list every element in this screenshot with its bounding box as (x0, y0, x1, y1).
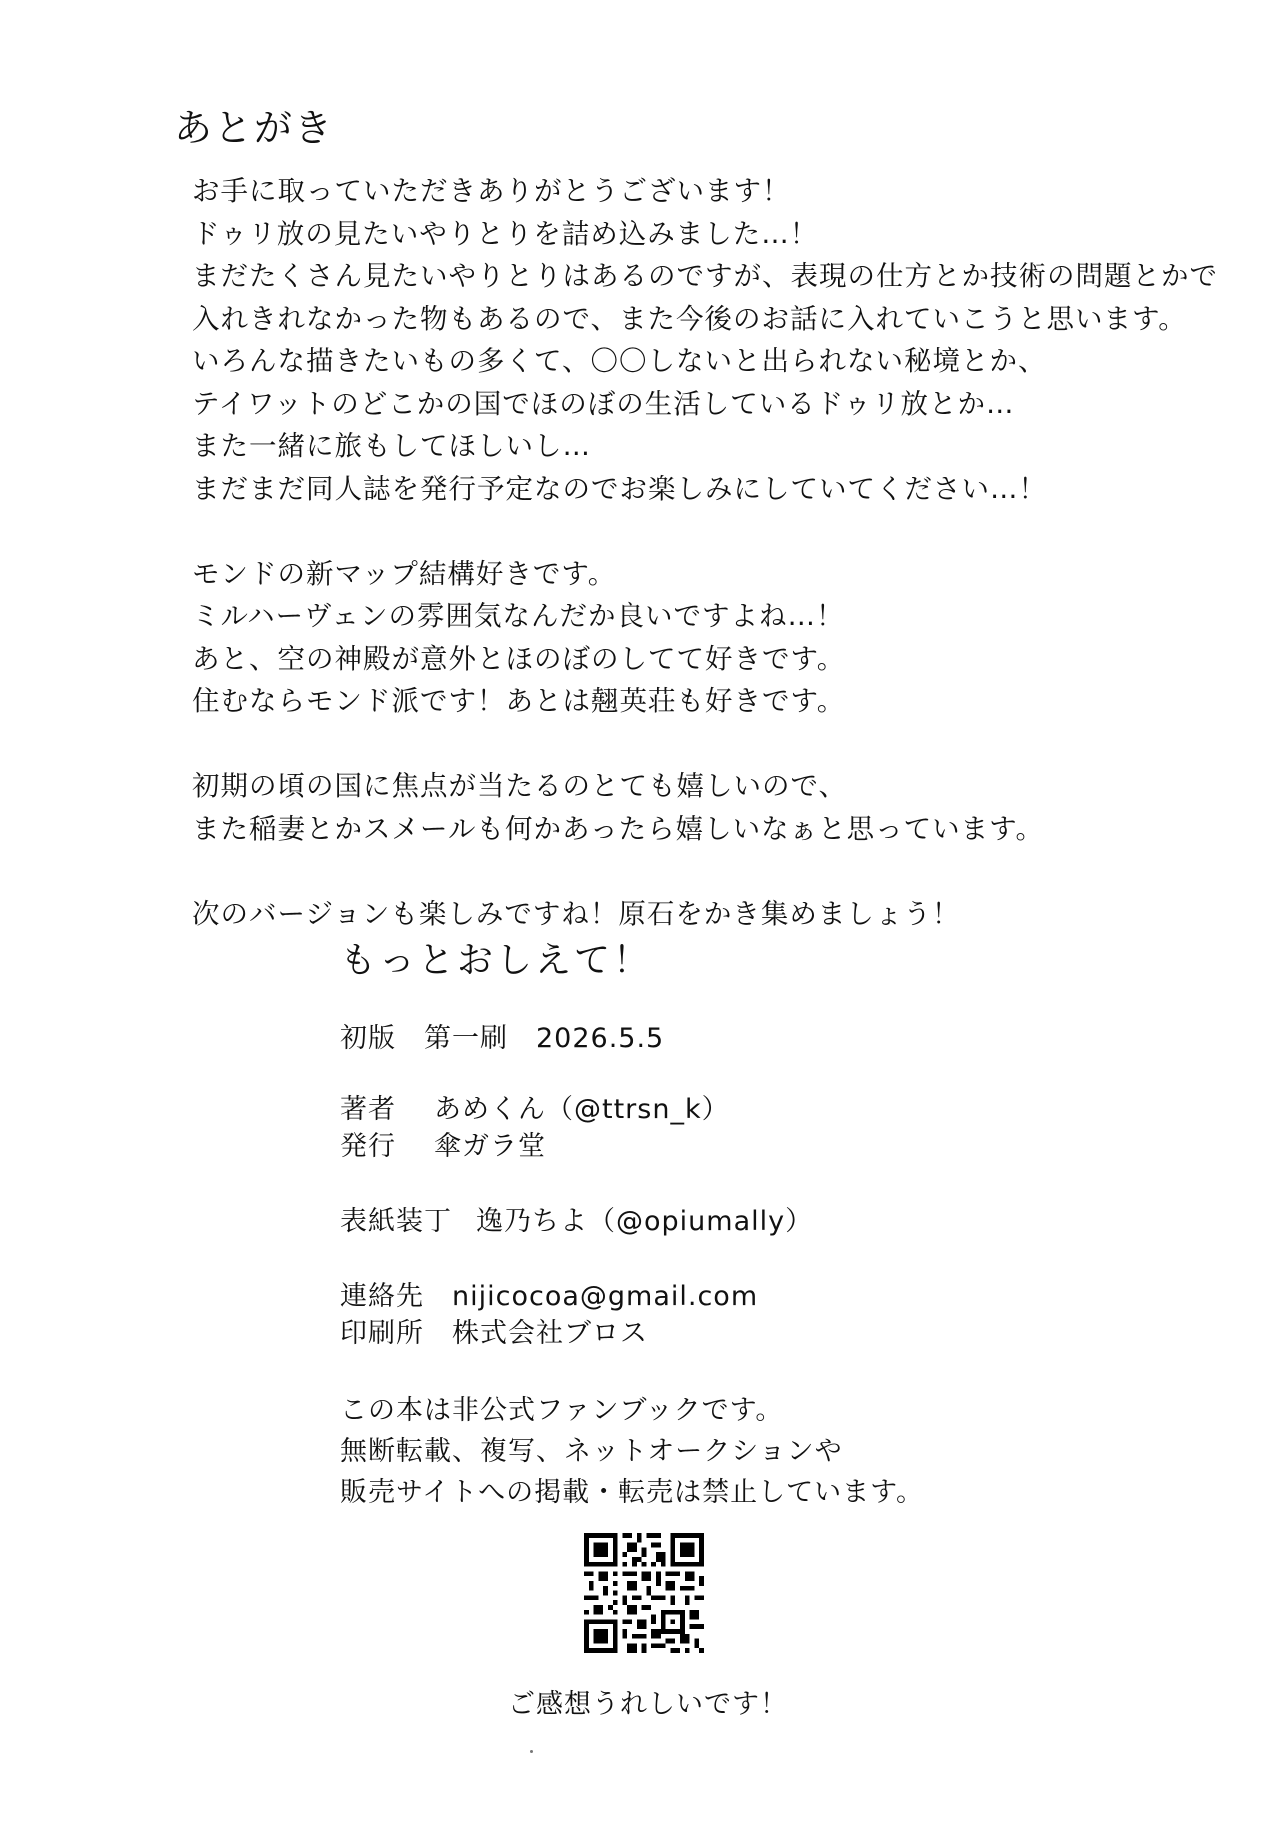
publisher-label: 発行 (340, 1131, 396, 1162)
edition-date: 2026.5.5 (536, 1023, 665, 1054)
afterword-line: 住むならモンド派です！あとは翹英荘も好きです。 (192, 685, 846, 717)
contact-email: nijicocoa@gmail.com (452, 1281, 759, 1312)
cover-design-row (340, 1203, 1040, 1240)
publisher-row (340, 1128, 1040, 1165)
afterword-line: ドゥリ放の見たいやりとりを詰め込みました…！ (192, 217, 819, 250)
printer-value: 株式会社ブロス (452, 1318, 648, 1349)
notice-line: 無断転載、複写、ネットオークションや (340, 1436, 843, 1467)
afterword-line: 入れきれなかった物もあるので、また今後のお話に入れていこうと思います。 (192, 302, 1187, 335)
cover-design-value: 逸乃ちよ（@opiumally） (476, 1206, 814, 1237)
paper-speck (530, 1750, 533, 1753)
afterword-heading: あとがき (174, 106, 335, 150)
afterword-line: お手に取っていただきありがとうございます！ (192, 175, 791, 207)
colophon (340, 936, 1040, 1513)
afterword-paragraph-4 (192, 893, 1202, 936)
afterword-line: いろんな描きたいもの多くて、〇〇しないと出られない秘境とか、 (192, 345, 1047, 377)
afterword-line: また稲妻とかスメールも何かあったら嬉しいなぁと思っています。 (192, 812, 1044, 845)
afterword-line: まだまだ同人誌を発行予定なのでお楽しみにしていてください…！ (192, 472, 1047, 505)
afterword-line: まだたくさん見たいやりとりはあるのですが、表現の仕方とか技術の問題とかで (192, 260, 1218, 292)
afterword-paragraph-3 (192, 765, 1202, 850)
thanks-message: ご感想うれしいです！ (508, 1689, 788, 1720)
author-value: あめくん（@ttrsn_k） (434, 1094, 730, 1125)
contact-label: 連絡先 (340, 1281, 424, 1312)
book-title: もっとおしえて！ (340, 940, 653, 981)
edition-label: 初版 第一刷 (340, 1023, 508, 1054)
afterword-line: テイワットのどこかの国でほのぼの生活しているドゥリ放とか… (192, 387, 1015, 420)
printer-row (340, 1315, 1040, 1352)
afterword-body (192, 170, 1218, 935)
afterword-paragraph-2 (192, 553, 1202, 723)
notice-line: この本は非公式ファンブックです。 (340, 1395, 784, 1426)
afterword-line: あと、空の神殿が意外とほのぼのしてて好きです。 (192, 642, 846, 675)
afterword-line: 初期の頃の国に焦点が当たるのとても嬉しいので、 (192, 770, 847, 802)
qr-code-icon (584, 1533, 704, 1653)
publisher-value: 傘ガラ堂 (434, 1131, 546, 1162)
printer-label: 印刷所 (340, 1318, 424, 1349)
notice-line: 販売サイトへの掲載・転売は禁止しています。 (340, 1477, 924, 1508)
afterword-line: ミルハーヴェンの雰囲気なんだか良いですよね…！ (192, 600, 845, 632)
contact-row (340, 1278, 1040, 1315)
author-row (340, 1091, 1040, 1128)
afterword-line: 次のバージョンも楽しみですね！原石をかき集めましょう！ (192, 897, 961, 930)
copyright-notice (340, 1390, 1040, 1513)
edition-row (340, 1020, 1040, 1057)
cover-design-label: 表紙装丁 (340, 1206, 452, 1237)
afterword-line: また一緒に旅もしてほしいし… (192, 430, 591, 462)
afterword-paragraph-1 (192, 170, 1218, 510)
afterword-line: モンドの新マップ結構好きです。 (192, 557, 617, 590)
author-label: 著者 (340, 1094, 396, 1125)
